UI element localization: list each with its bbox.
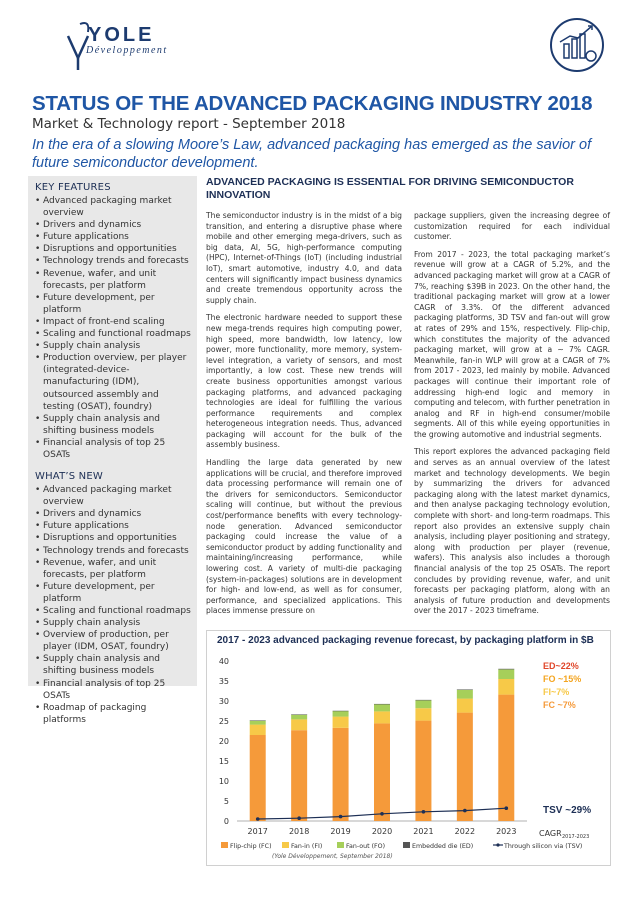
legend-label: Flip-chip (FC)	[230, 843, 272, 850]
x-tick-label: 2023	[496, 827, 517, 836]
sidebar	[28, 176, 197, 725]
cagr-axis-title: CAGR	[539, 829, 562, 838]
legend-label: Embedded die (ED)	[412, 843, 474, 850]
x-tick-label: 2022	[454, 827, 476, 836]
cagr-axis-subtitle: 2017-2023	[562, 834, 590, 840]
tsv-point	[504, 806, 508, 810]
bar-segment	[498, 695, 514, 821]
bar-segment	[333, 711, 349, 717]
list-item: • Impact of front-end scaling	[35, 316, 191, 328]
bar-segment	[374, 704, 390, 705]
bar-segment	[457, 690, 473, 699]
legend-swatch	[337, 842, 344, 848]
bar-segment	[498, 669, 514, 670]
whats-new-list	[35, 484, 191, 726]
list-item: • Financial analysis of top 25 OSATs	[35, 437, 191, 461]
bar-segment	[498, 669, 514, 679]
list-item: • Technology trends and forecasts	[35, 545, 191, 557]
y-tick-label: 10	[218, 777, 229, 786]
y-tick-label: 5	[223, 797, 229, 806]
report-cover-icon	[546, 14, 608, 76]
cagr-label: FO ~15%	[543, 674, 582, 684]
bar-segment	[415, 700, 431, 708]
bar-segment	[374, 723, 390, 821]
legend-swatch	[221, 842, 228, 848]
body-column-right	[414, 211, 610, 624]
list-item: • Supply chain analysis and shifting business models	[35, 413, 191, 437]
y-tick-label: 40	[218, 657, 229, 666]
list-item: • Supply chain analysis and shifting business models	[35, 653, 191, 677]
tsv-point	[463, 809, 467, 813]
bar-segment	[291, 714, 307, 715]
list-item: • Supply chain analysis	[35, 617, 191, 629]
bar-segment	[291, 719, 307, 730]
list-item: • Overview of production, per player (IDM, OSAT, foundry)	[35, 629, 191, 653]
bar-segment	[250, 735, 266, 821]
body-column-left	[206, 211, 402, 624]
bar-segment	[415, 700, 431, 701]
y-tick-label: 15	[218, 757, 229, 766]
page-subtitle: Market & Technology report - September 2018	[32, 116, 346, 132]
tagline: In the era of a slowing Moore’s Law, advanced packaging has emerged as the savior of future semiconductor development.	[32, 137, 592, 171]
tsv-point	[380, 812, 384, 816]
bar-segment	[250, 725, 266, 735]
list-item: • Scaling and functional roadmaps	[35, 605, 191, 617]
chart-title: 2017 - 2023 advanced packaging revenue forecast, by packaging platform in $B	[217, 635, 594, 646]
key-features-list	[35, 195, 191, 461]
x-tick-label: 2021	[413, 827, 434, 836]
cagr-label: FI~7%	[543, 687, 570, 697]
chart-caption: (Yole Développement, September 2018)	[272, 853, 393, 860]
bar-segment	[457, 689, 473, 690]
x-tick-label: 2018	[288, 827, 310, 836]
list-item: • Revenue, wafer, and unit forecasts, per platform	[35, 268, 191, 292]
y-tick-label: 35	[218, 677, 229, 686]
bar-segment	[415, 708, 431, 720]
bar-segment	[291, 715, 307, 720]
bar-segment	[457, 699, 473, 713]
tsv-point	[339, 815, 343, 819]
bar-segment	[291, 730, 307, 821]
list-item: • Future applications	[35, 231, 191, 243]
bar-segment	[250, 720, 266, 721]
cagr-label: ED~22%	[543, 661, 579, 671]
bar-segment	[415, 721, 431, 821]
y-tick-label: 30	[218, 697, 229, 706]
tsv-cagr-label: TSV ~29%	[543, 805, 592, 816]
list-item: • Financial analysis of top 25 OSATs	[35, 678, 191, 702]
bar-segment	[333, 711, 349, 712]
chart-canvas	[207, 631, 612, 867]
brand-sub: Développement	[86, 45, 168, 56]
x-tick-label: 2020	[371, 827, 393, 836]
tsv-point	[297, 816, 301, 820]
bar-segment	[498, 679, 514, 695]
body-paragraph: The semiconductor industry is in the midst of a big transition, and entering a disruptive phase where mobile and other emerging mega-drivers, such as big data, AI, 5G, high-performance computing (HPC), Internet-of-Things (IoT) (including industrial IoT), smart automotive, industry 4.0, and data centers will significantly impact business dynamics and create tremendous opportunity across the supply chain.	[206, 211, 402, 305]
tsv-point	[422, 810, 426, 814]
legend-swatch	[282, 842, 289, 848]
body-paragraph: package suppliers, given the increasing degree of customization required for each individual customer.	[414, 211, 610, 242]
bar-segment	[333, 717, 349, 728]
y-tick-label: 20	[218, 737, 229, 746]
list-item: • Drivers and dynamics	[35, 508, 191, 520]
revenue-forecast-chart	[206, 630, 611, 866]
list-item: • Disruptions and opportunities	[35, 243, 191, 255]
list-item: • Roadmap of packaging platforms	[35, 702, 191, 726]
body-paragraph: From 2017 - 2023, the total packaging market’s revenue will grow at a CAGR of 5.2%, and the advanced packaging market will grow at a CAGR of 7%, reaching $39B in 2023. On the other hand, the traditional packaging market will grow at a lower CAGR of 3.3%. Of the different advanced packaging platforms, 3D TSV and fan-out will grow at rates of 29% and 15%, respectively. Flip-chip, which constitutes the majority of the advanced packaging market, will grow at a ~ 7% CAGR. Meanwhile, fan-in WLP will grow at a CAGR of 7% from 2017 - 2023, led mainly by mobile. Advanced packages will continue their important role of addressing high-end logic and memory in computing and telecom, with further penetration in analog and RF in high-end consumer/mobile segments. All of this while eyeing opportunities in the growing automotive and industrial segments.	[414, 249, 610, 439]
body-paragraph: The electronic hardware needed to support these new mega-trends requires high computing power, high speed, more bandwidth, low latency, low power, more functionality, more memory, system-level integration, a variety of sensors, and most importantly, a low cost. These new trends will create business opportunities amongst various packaging platforms, and advanced packaging technologies are ideal for fulfilling the various performance requirements and complex heterogeneous integration needs. Thus, advanced packaging will account for the bulk of the assembly business.	[206, 313, 402, 450]
list-item: • Advanced packaging market overview	[35, 195, 191, 219]
legend-label: Through silicon via (TSV)	[504, 843, 583, 850]
cagr-label: FC ~7%	[543, 700, 576, 710]
x-tick-label: 2019	[330, 827, 351, 836]
legend-swatch-dot	[496, 843, 499, 846]
list-item: • Supply chain analysis	[35, 340, 191, 352]
list-item: • Disruptions and opportunities	[35, 532, 191, 544]
list-item: • Revenue, wafer, and unit forecasts, per platform	[35, 557, 191, 581]
tsv-point	[256, 817, 260, 821]
list-item: • Production overview, per player (integrated-device-manufacturing (IDM), outsourced assembly and testing (OSAT), foundry)	[35, 352, 191, 412]
brand-name: YOLE	[88, 24, 155, 46]
list-item: • Scaling and functional roadmaps	[35, 328, 191, 340]
legend-label: Fan-out (FO)	[346, 843, 386, 850]
list-item: • Future development, per platform	[35, 581, 191, 605]
whats-new-heading: WHAT’S NEW	[35, 471, 103, 483]
y-tick-label: 25	[218, 717, 229, 726]
legend-label: Fan-in (FI)	[291, 843, 323, 850]
body-paragraph: Handling the large data generated by new applications will be crucial, and therefore improved data processing performance will remain one of the drivers for semiconductors. Semiconductor scaling will continue, but without the previous cost/performance benefits with every technology-node generation. Advanced semiconductor packaging could increase the value of a semiconductor product by adding functionality and maintaining/increasing performance, while lowering cost. A variety of multi-die packaging (system-in-packages) solutions are in development for high- and low-end, as well as for consumer, performance, and specialized applications. This places immense pressure on	[206, 458, 402, 616]
list-item: • Advanced packaging market overview	[35, 484, 191, 508]
list-item: • Future development, per platform	[35, 292, 191, 316]
bar-segment	[457, 713, 473, 821]
bar-segment	[333, 728, 349, 821]
list-item: • Future applications	[35, 520, 191, 532]
legend-swatch	[403, 842, 410, 848]
y-tick-label: 0	[223, 817, 229, 826]
bar-segment	[374, 711, 390, 723]
key-features-heading: KEY FEATURES	[35, 182, 111, 193]
x-tick-label: 2017	[247, 827, 268, 836]
list-item: • Technology trends and forecasts	[35, 255, 191, 267]
body-paragraph: This report explores the advanced packaging field and serves as an annual overview of the latest market and technology developments. We begin by summarizing the drivers for advanced packaging along with the latest market dynamics, and then analyse packaging technology evolution, complete with short- and long-term roadmaps. This report also provides an extensive supply chain analysis, including player positioning and strategy, along with production per player (revenue, wafers). This analysis also includes a thorough financial analysis of the top 25 OSATs. The report concludes by providing revenue, wafer, and unit forecasts per packaging platform, along with an analysis of future production and developments over the 2017 - 2023 timeframe.	[414, 447, 610, 616]
bar-segment	[250, 721, 266, 725]
page-title: STATUS OF THE ADVANCED PACKAGING INDUSTRY 2018	[32, 92, 593, 115]
section-heading: ADVANCED PACKAGING IS ESSENTIAL FOR DRIVING SEMICONDUCTOR INNOVATION	[206, 176, 574, 201]
list-item: • Drivers and dynamics	[35, 219, 191, 231]
bar-segment	[374, 704, 390, 711]
